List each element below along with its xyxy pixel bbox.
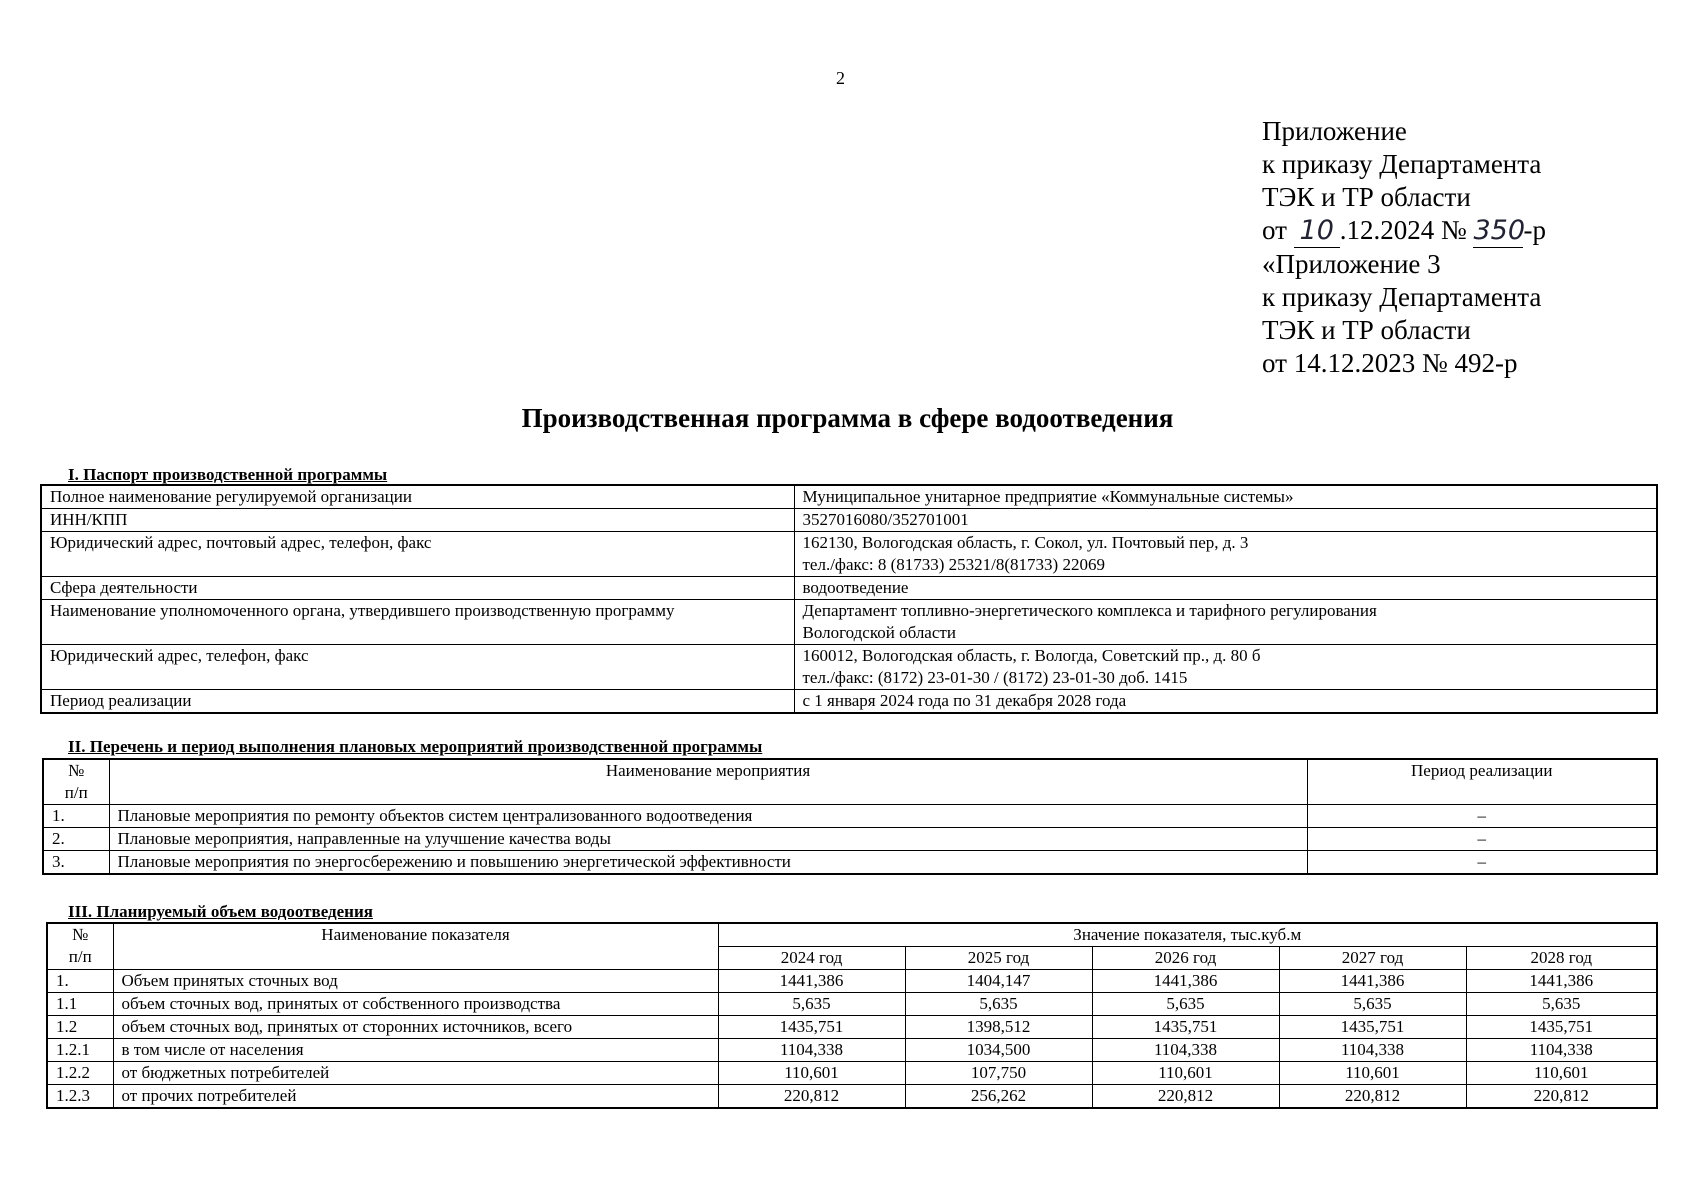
appendix-order-line (1262, 214, 1546, 248)
appendix-line: к приказу Департамента (1262, 149, 1542, 179)
row-value: 1104,338 (1279, 1039, 1466, 1062)
appendix-line: ТЭК и ТР области (1262, 182, 1471, 212)
table-header-row (43, 759, 1657, 805)
year-header: 2024 год (718, 947, 905, 970)
row-num: 1.2.3 (47, 1085, 113, 1109)
table-row (47, 993, 1657, 1016)
row-value: 1104,338 (718, 1039, 905, 1062)
section1-heading: I. Паспорт производственной программы (68, 465, 388, 484)
row-period: – (1307, 851, 1657, 875)
row-value: 1104,338 (1092, 1039, 1279, 1062)
col-header-num-line: № (68, 761, 85, 780)
passport-value-line: тел./факс: 8 (81733) 25321/8(81733) 22069 (802, 555, 1105, 574)
passport-value-line: Вологодской области (802, 623, 956, 642)
passport-label: Юридический адрес, почтовый адрес, телефон, факс (41, 532, 794, 577)
col-header-num-line: № (72, 925, 89, 944)
appendix-line: Приложение (1262, 116, 1407, 146)
col-header-name: Наименование мероприятия (109, 759, 1307, 805)
row-name: от бюджетных потребителей (113, 1062, 718, 1085)
row-value: 1034,500 (905, 1039, 1092, 1062)
table-header-row (47, 923, 1657, 947)
row-value: 107,750 (905, 1062, 1092, 1085)
appendix-line: к приказу Департамента (1262, 282, 1542, 312)
table-row (41, 690, 1657, 714)
row-value: 1435,751 (718, 1016, 905, 1039)
passport-value (794, 532, 1657, 577)
table-row (43, 828, 1657, 851)
row-num: 2. (43, 828, 109, 851)
row-value: 1435,751 (1466, 1016, 1657, 1039)
row-value: 1441,386 (718, 970, 905, 993)
appendix-line: от 14.12.2023 № 492-р (1262, 348, 1518, 378)
passport-label: Период реализации (41, 690, 794, 714)
row-value: 220,812 (1279, 1085, 1466, 1109)
row-name: объем сточных вод, принятых от сторонних источников, всего (113, 1016, 718, 1039)
passport-value: Муниципальное унитарное предприятие «Коммунальные системы» (794, 485, 1657, 509)
activities-table (42, 758, 1658, 875)
row-num: 1. (47, 970, 113, 993)
col-header-num (43, 759, 109, 805)
handwritten-order-number: 350 (1473, 215, 1526, 246)
row-value: 256,262 (905, 1085, 1092, 1109)
table-row (47, 970, 1657, 993)
appendix-line: ТЭК и ТР области (1262, 315, 1471, 345)
passport-value-line: Департамент топливно-энергетического комплекса и тарифного регулирования (802, 601, 1377, 620)
passport-table (40, 484, 1658, 714)
row-value: 1404,147 (905, 970, 1092, 993)
row-num: 1.2.2 (47, 1062, 113, 1085)
order-suffix: -р (1523, 215, 1546, 245)
table-row (47, 1085, 1657, 1109)
passport-value-line: 160012, Вологодская область, г. Вологда, Советский пр., д. 80 б (802, 646, 1261, 665)
row-num: 1.2.1 (47, 1039, 113, 1062)
row-value: 220,812 (1466, 1085, 1657, 1109)
row-value: 110,601 (718, 1062, 905, 1085)
appendix-block (1262, 115, 1546, 380)
row-num: 1.1 (47, 993, 113, 1016)
year-header: 2027 год (1279, 947, 1466, 970)
row-value: 110,601 (1279, 1062, 1466, 1085)
table-row (43, 851, 1657, 875)
row-value: 5,635 (1466, 993, 1657, 1016)
handwritten-order-day: 10 (1294, 214, 1340, 248)
year-header: 2028 год (1466, 947, 1657, 970)
row-name: Плановые мероприятия по энергосбережению и повышению энергетической эффективности (109, 851, 1307, 875)
table-row (41, 509, 1657, 532)
year-header: 2026 год (1092, 947, 1279, 970)
table-row (41, 577, 1657, 600)
col-header-num-line: п/п (64, 783, 88, 802)
row-value: 5,635 (718, 993, 905, 1016)
row-name: объем сточных вод, принятых от собственного производства (113, 993, 718, 1016)
row-value: 1435,751 (1279, 1016, 1466, 1039)
row-num: 1.2 (47, 1016, 113, 1039)
row-value: 5,635 (905, 993, 1092, 1016)
row-value: 110,601 (1466, 1062, 1657, 1085)
row-value: 1441,386 (1279, 970, 1466, 993)
passport-label: Сфера деятельности (41, 577, 794, 600)
passport-value (794, 645, 1657, 690)
row-value: 1441,386 (1092, 970, 1279, 993)
row-name: от прочих потребителей (113, 1085, 718, 1109)
page-number: 2 (836, 68, 845, 88)
row-name: Плановые мероприятия, направленные на улучшение качества воды (109, 828, 1307, 851)
col-header-name: Наименование показателя (113, 923, 718, 970)
table-row (41, 600, 1657, 645)
passport-label: Наименование уполномоченного органа, утвердившего производственную программу (41, 600, 794, 645)
order-date-rest: .12.2024 № (1339, 215, 1467, 245)
table-row (47, 1039, 1657, 1062)
passport-value-line: 162130, Вологодская область, г. Сокол, ул. Почтовый пер, д. 3 (802, 533, 1249, 552)
passport-label: Полное наименование регулируемой организации (41, 485, 794, 509)
passport-value: водоотведение (794, 577, 1657, 600)
order-prefix: от (1262, 215, 1287, 245)
passport-value: с 1 января 2024 года по 31 декабря 2028 года (794, 690, 1657, 714)
table-row (47, 1062, 1657, 1085)
col-header-num (47, 923, 113, 970)
passport-label: Юридический адрес, телефон, факс (41, 645, 794, 690)
section3-heading: III. Планируемый объем водоотведения (68, 902, 373, 921)
row-value: 220,812 (718, 1085, 905, 1109)
row-num: 1. (43, 805, 109, 828)
volume-table (46, 922, 1658, 1109)
row-value: 5,635 (1279, 993, 1466, 1016)
passport-label: ИНН/КПП (41, 509, 794, 532)
table-row (41, 645, 1657, 690)
year-header: 2025 год (905, 947, 1092, 970)
appendix-line: «Приложение 3 (1262, 249, 1441, 279)
row-name: в том числе от населения (113, 1039, 718, 1062)
col-header-value: Значение показателя, тыс.куб.м (718, 923, 1657, 947)
document-title: Производственная программа в сфере водоотведения (521, 403, 1174, 433)
table-row (47, 1016, 1657, 1039)
table-row (41, 485, 1657, 509)
passport-value: 3527016080/352701001 (794, 509, 1657, 532)
row-period: – (1307, 828, 1657, 851)
row-value: 5,635 (1092, 993, 1279, 1016)
col-header-period: Период реализации (1307, 759, 1657, 805)
row-value: 1104,338 (1466, 1039, 1657, 1062)
row-name: Плановые мероприятия по ремонту объектов систем централизованного водоотведения (109, 805, 1307, 828)
row-value: 110,601 (1092, 1062, 1279, 1085)
passport-value (794, 600, 1657, 645)
row-value: 1398,512 (905, 1016, 1092, 1039)
row-value: 1441,386 (1466, 970, 1657, 993)
row-num: 3. (43, 851, 109, 875)
passport-value-line: тел./факс: (8172) 23-01-30 / (8172) 23-01-30 доб. 1415 (802, 668, 1188, 687)
row-name: Объем принятых сточных вод (113, 970, 718, 993)
table-row (41, 532, 1657, 577)
table-row (43, 805, 1657, 828)
row-value: 1435,751 (1092, 1016, 1279, 1039)
section2-heading: II. Перечень и период выполнения плановых мероприятий производственной программы (68, 737, 763, 756)
col-header-num-line: п/п (68, 947, 92, 966)
row-period: – (1307, 805, 1657, 828)
row-value: 220,812 (1092, 1085, 1279, 1109)
